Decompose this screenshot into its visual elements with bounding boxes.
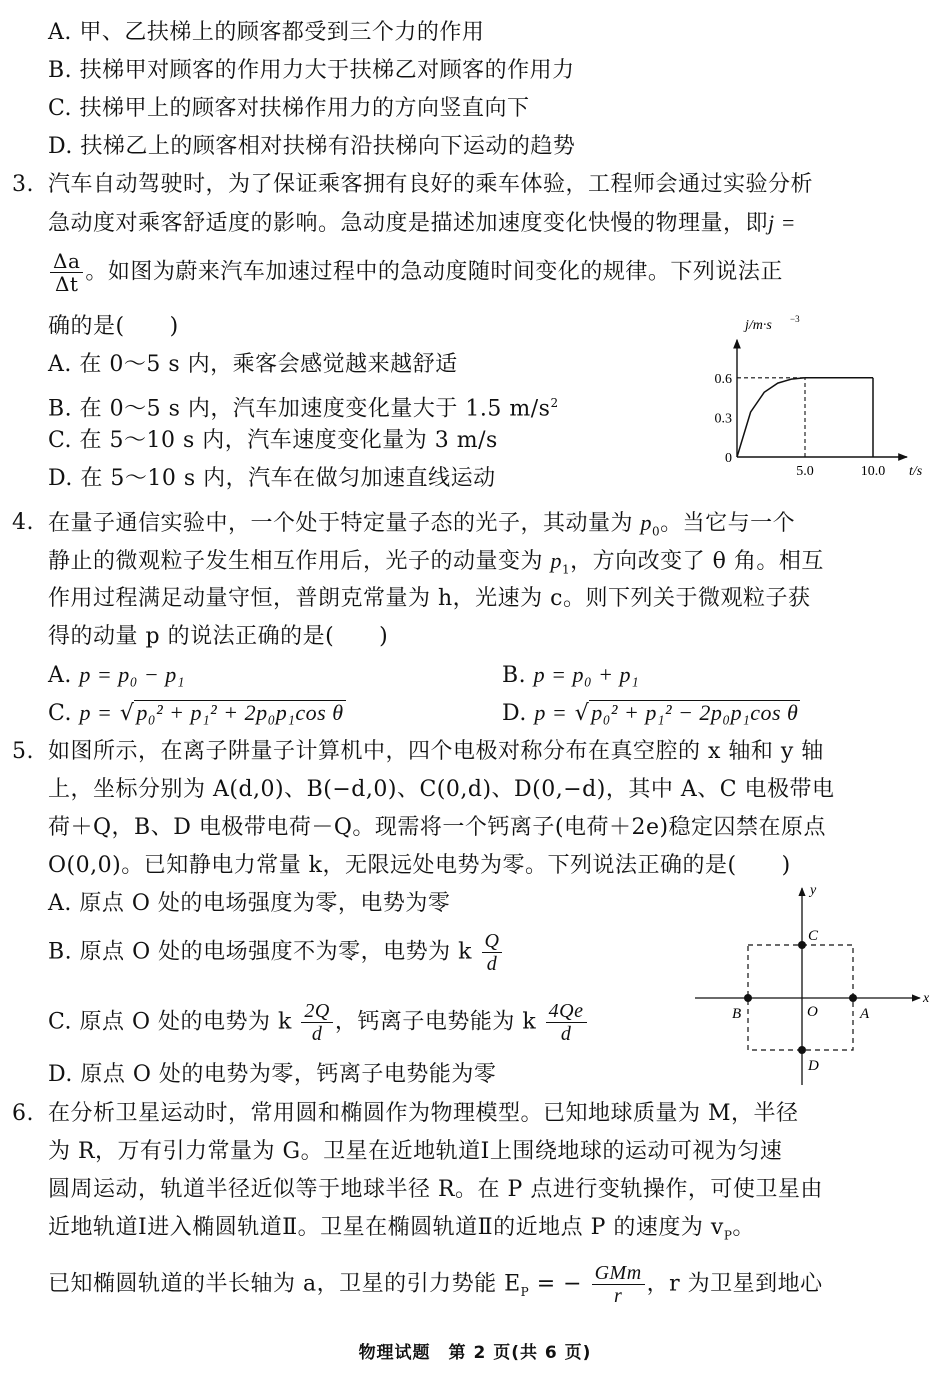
- q5-c-frac1: [301, 1000, 332, 1045]
- q3-stem-line3: [48, 250, 783, 295]
- q4-d-peq: p =: [534, 700, 568, 725]
- q5-c-den1: d: [311, 1023, 323, 1045]
- q6-stem-line4: [48, 1213, 755, 1250]
- q6-frac: [592, 1262, 645, 1307]
- q4-b-label: B.: [502, 663, 527, 688]
- q5-electrode-diagram: [690, 880, 940, 1090]
- y-axis-label-sup: −3: [790, 314, 800, 324]
- q5-b-num: Q: [482, 930, 503, 953]
- q5-c-num1: 2Q: [301, 1000, 332, 1023]
- q6-stem-line5: [48, 1262, 823, 1307]
- q5-number: 5.: [12, 739, 34, 764]
- q5-option-b-text: B. 原点 O 处的电场强度不为零，电势为 k: [48, 939, 473, 965]
- q3-option-b: [48, 388, 559, 424]
- label-b: B: [732, 1006, 742, 1022]
- x-axis-label: t/s: [909, 464, 923, 479]
- q5-b-frac: [482, 930, 503, 975]
- q4-a-label: A.: [48, 663, 72, 688]
- chart-dashed-guides: [737, 378, 805, 457]
- chart-labels: [743, 314, 923, 479]
- q3-stem-line2: [48, 208, 796, 239]
- q5-b-den: d: [486, 953, 498, 975]
- q6-line5b: = −: [529, 1271, 583, 1297]
- q5-option-c: [48, 1000, 589, 1045]
- q6-line4-sub: P: [723, 1228, 733, 1243]
- electrode-d: [798, 1046, 806, 1054]
- y-tick-label: 0: [725, 451, 732, 466]
- q2-option-c: C. 扶梯甲上的顾客对扶梯作用力的方向竖直向下: [48, 96, 530, 121]
- q3-option-a: A. 在 0～5 s 内，乘客会感觉越来越舒适: [48, 352, 458, 377]
- q4-stem-line3: 作用过程满足动量守恒，普朗克常量为 h，光速为 c。则下列关于微观粒子获: [48, 586, 811, 611]
- q4-option-a: [48, 660, 185, 691]
- q4-number: 4.: [12, 510, 34, 535]
- q3-number: 3.: [12, 172, 34, 197]
- q6-stem-line3: 圆周运动，轨道半径近似等于地球半径 R。在 P 点进行变轨操作，可使卫星由: [48, 1177, 823, 1202]
- q5-c-num2: 4Qe: [546, 1000, 587, 1023]
- electrode-c: [798, 941, 806, 949]
- y-tick-label: 0.6: [714, 371, 732, 387]
- q5-stem-line1: 如图所示，在离子阱量子计算机中，四个电极对称分布在真空腔的 x 轴和 y 轴: [48, 739, 824, 764]
- q5-option-d: D. 原点 O 处的电势为零，钙离子电势能为零: [48, 1062, 497, 1087]
- electrode-b: [744, 994, 752, 1002]
- q6-frac-num: GMm: [592, 1262, 645, 1285]
- q4-b-expr: p = p₀ + p₁: [533, 662, 640, 687]
- label-o: O: [807, 1004, 818, 1020]
- q3-jerk-chart: [700, 305, 940, 485]
- q4-stem-line2: [48, 546, 824, 584]
- q3-frac-num: Δa: [50, 250, 83, 273]
- q6-line4-text: 近地轨道Ⅰ进入椭圆轨道Ⅱ。卫星在椭圆轨道Ⅱ的近地点 P 的速度为 v: [48, 1215, 724, 1240]
- q3-option-c: C. 在 5～10 s 内，汽车速度变化量为 3 m/s: [48, 428, 498, 453]
- q4-stem-line4: 得的动量 p 的说法正确的是( ): [48, 624, 389, 649]
- q3-stem-line3-text: 。如图为蔚来汽车加速过程中的急动度随时间变化的规律。下列说法正: [85, 259, 783, 285]
- q4-p0: p: [640, 510, 652, 535]
- q4-option-d: D. p = √p₀² + p₁² − 2p₀p₁cos θ: [502, 700, 799, 726]
- q4-c-label: C.: [48, 701, 73, 726]
- q3-stem-line4: 确的是( ): [48, 314, 179, 339]
- q6-stem-line2: 为 R，万有引力常量为 G。卫星在近地轨道Ⅰ上围绕地球的运动可视为匀速: [48, 1139, 783, 1164]
- page-footer: 物理试题 第 2 页(共 6 页): [358, 1343, 592, 1363]
- q3-option-b-text: B. 在 0～5 s 内，汽车加速度变化量大于 1.5 m/s: [48, 396, 551, 422]
- q4-d-expr: p₀² + p₁² − 2p₀p₁cos θ: [591, 700, 799, 725]
- q4-line2a: 静止的微观粒子发生相互作用后，光子的动量变为: [48, 549, 551, 574]
- q5-option-b: [48, 930, 504, 975]
- q2-option-d: D. 扶梯乙上的顾客相对扶梯有沿扶梯向下运动的趋势: [48, 134, 576, 159]
- q4-line1b: 。当它与一个: [660, 511, 796, 536]
- q5-option-c-text1: C. 原点 O 处的电势为 k: [48, 1009, 292, 1035]
- q4-p1: p: [550, 548, 562, 573]
- label-y: y: [810, 883, 817, 898]
- series-rise-curve: [737, 378, 805, 457]
- chart-series: [737, 378, 873, 457]
- q3-stem-line2-text: 急动度对乘客舒适度的影响。急动度是描述加速度变化快慢的物理量，即: [48, 211, 769, 236]
- q4-c-expr: p₀² + p₁² + 2p₀p₁cos θ: [136, 700, 344, 725]
- q5-option-a: A. 原点 O 处的电场强度为零，电势为零: [48, 891, 451, 916]
- label-c: C: [808, 928, 819, 944]
- q6-line5a: 已知椭圆轨道的半长轴为 a，卫星的引力势能 E: [48, 1271, 521, 1297]
- label-d: D: [808, 1058, 819, 1074]
- q4-d-label: D.: [502, 701, 527, 726]
- label-x: x: [923, 991, 930, 1006]
- q6-number: 6.: [12, 1101, 34, 1126]
- q4-option-c: C. p = √p₀² + p₁² + 2p₀p₁cos θ: [48, 700, 344, 726]
- q3-stem-line1: 汽车自动驾驶时，为了保证乘客拥有良好的乘车体验，工程师会通过实验分析: [48, 172, 814, 197]
- q4-line1a: 在量子通信实验中，一个处于特定量子态的光子，其动量为: [48, 511, 641, 536]
- q3-option-b-sup: 2: [550, 396, 559, 410]
- y-tick-label: 0.3: [714, 411, 732, 427]
- q6-frac-den: r: [613, 1285, 623, 1307]
- q6-line4-end: 。: [732, 1215, 755, 1240]
- q6-stem-line1: 在分析卫星运动时，常用圆和椭圆作为物理模型。已知地球质量为 M，半径: [48, 1101, 799, 1126]
- y-axis-label: j/m·s: [745, 318, 772, 333]
- x-tick-label: 10.0: [860, 464, 886, 479]
- x-tick-label: 5.0: [796, 464, 814, 479]
- q4-stem-line1: [48, 508, 795, 546]
- q5-stem-line3: 荷＋Q，B、D 电极带电荷－Q。现需将一个钙离子(电荷＋2e)稳定囚禁在原点: [48, 815, 827, 840]
- electrode-a: [849, 994, 857, 1002]
- q2-option-b: B. 扶梯甲对顾客的作用力大于扶梯乙对顾客的作用力: [48, 58, 575, 83]
- q4-line2b: ，方向改变了 θ 角。相互: [570, 549, 824, 574]
- label-a: A: [860, 1006, 870, 1022]
- q4-p0-sub: 0: [652, 524, 661, 539]
- q4-a-expr: p = p₀ − p₁: [79, 662, 185, 687]
- chart-axes: [715, 340, 908, 479]
- q3-fraction: [50, 250, 83, 295]
- q5-c-frac2: [546, 1000, 587, 1045]
- q5-option-c-text2: ，钙离子电势能为 k: [334, 1009, 537, 1035]
- q6-line5c: ，r 为卫星到地心: [646, 1271, 823, 1297]
- q5-c-den2: d: [560, 1023, 572, 1045]
- q3-j-eq: j =: [768, 210, 796, 235]
- q4-p1-sub: 1: [562, 562, 571, 577]
- q4-c-peq: p =: [79, 700, 113, 725]
- q5-stem-line4: O(0,0)。已知静电力常量 k，无限远处电势为零。下列说法正确的是( ): [48, 853, 791, 878]
- q4-option-b: [502, 660, 639, 691]
- q3-frac-den: Δt: [54, 272, 79, 296]
- q6-line5-sub: P: [520, 1284, 530, 1299]
- q5-stem-line2: 上，坐标分别为 A(d,0)、B(−d,0)、C(0,d)、D(0,−d)，其中 A、C 电极带电: [48, 777, 835, 802]
- q3-option-d: D. 在 5～10 s 内，汽车在做匀加速直线运动: [48, 466, 496, 491]
- q2-option-a: A. 甲、乙扶梯上的顾客都受到三个力的作用: [48, 20, 485, 45]
